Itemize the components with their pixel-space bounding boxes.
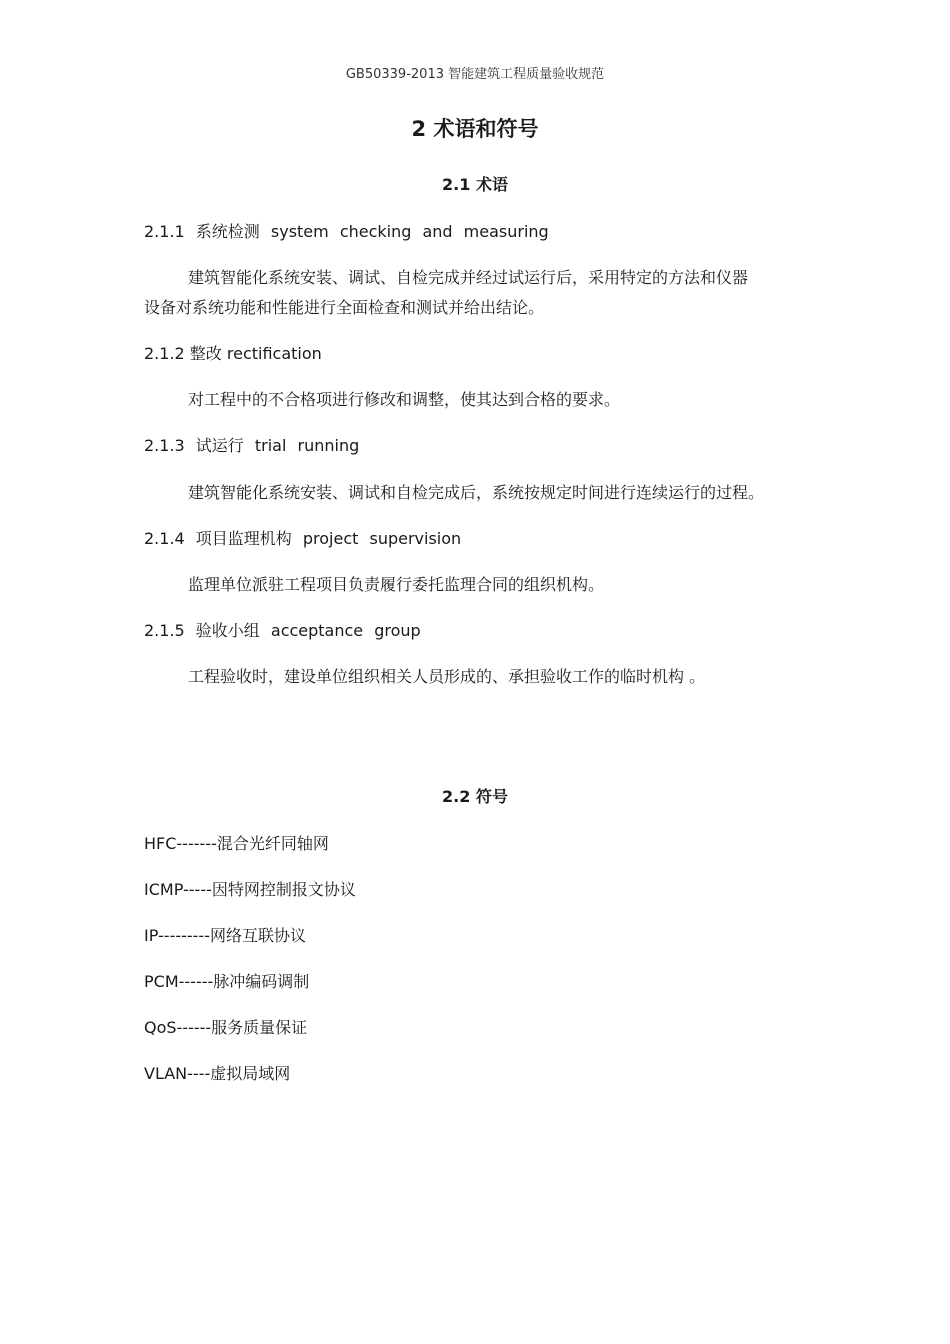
symbol-entry-ip: IP---------网络互联协议: [144, 926, 306, 945]
term-heading-2-1-4: 2.1.4 项目监理机构 project supervision: [144, 529, 462, 548]
term-heading-2-1-3: 2.1.3 试运行 trial running: [144, 436, 360, 455]
term-definition-2-1-1-line2: 设备对系统功能和性能进行全面检查和测试并给出结论。: [144, 298, 545, 317]
term-definition-2-1-5: 工程验收时，建设单位组织相关人员形成的、承担验收工作的临时机构 。: [188, 667, 706, 686]
section-title-terms: 2.1 术语: [442, 175, 508, 194]
symbol-entry-hfc: HFC-------混合光纤同轴网: [144, 834, 329, 853]
symbol-entry-icmp: ICMP-----因特网控制报文协议: [144, 880, 356, 899]
term-definition-2-1-4: 监理单位派驻工程项目负责履行委托监理合同的组织机构。: [188, 575, 605, 594]
chapter-title: 2 术语和符号: [411, 117, 539, 141]
term-definition-2-1-3: 建筑智能化系统安装、调试和自检完成后，系统按规定时间进行连续运行的过程。: [188, 483, 765, 502]
symbol-entry-qos: QoS------服务质量保证: [144, 1018, 308, 1037]
running-header: GB50339-2013 智能建筑工程质量验收规范: [345, 67, 605, 82]
symbol-entry-vlan: VLAN----虚拟局域网: [144, 1064, 291, 1083]
term-definition-2-1-1-line1: 建筑智能化系统安装、调试、自检完成并经过试运行后，采用特定的方法和仪器: [188, 268, 749, 287]
term-heading-2-1-1: 2.1.1 系统检测 system checking and measuring: [144, 222, 549, 241]
term-heading-2-1-5: 2.1.5 验收小组 acceptance group: [144, 621, 421, 640]
symbol-entry-pcm: PCM------脉冲编码调制: [144, 972, 310, 991]
section-title-symbols: 2.2 符号: [442, 787, 508, 806]
term-heading-2-1-2: 2.1.2 整改 rectification: [144, 344, 322, 363]
term-definition-2-1-2: 对工程中的不合格项进行修改和调整，使其达到合格的要求。: [188, 390, 621, 409]
